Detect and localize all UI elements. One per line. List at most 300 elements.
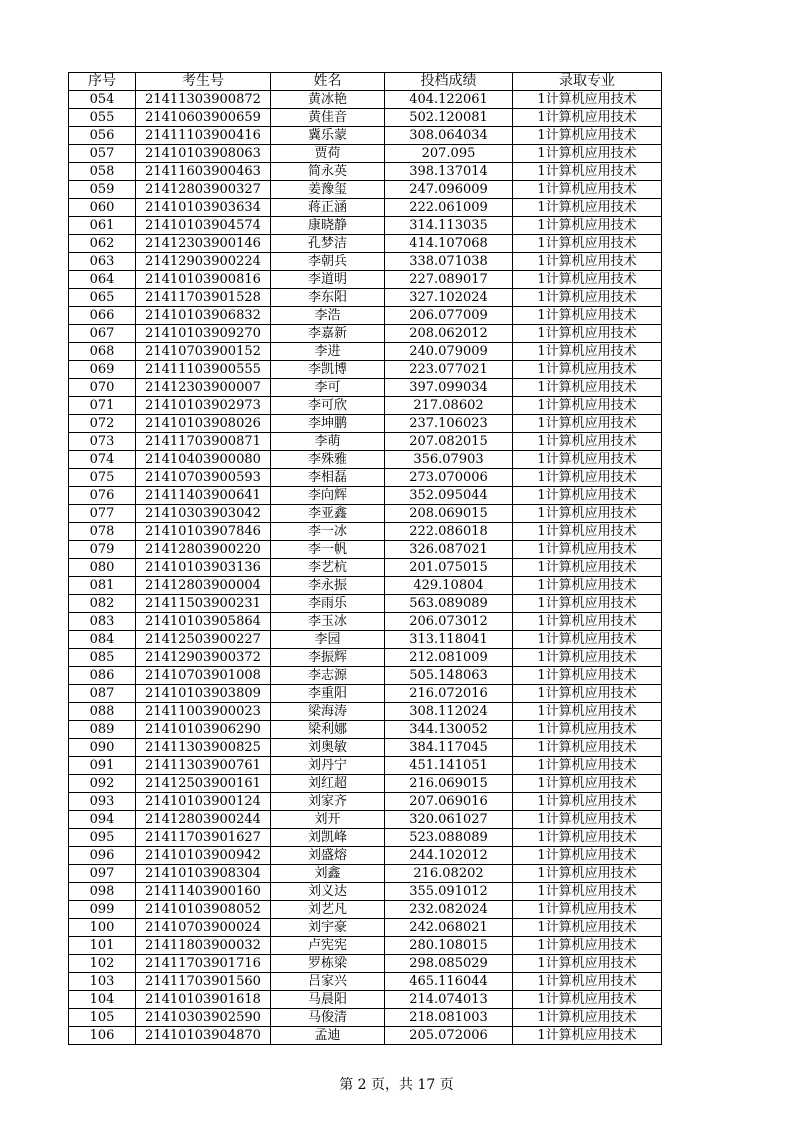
cell-score: 212.081009 [385,649,513,667]
cell-exam-id: 21410103903136 [136,559,271,577]
cell-seq: 059 [69,181,136,199]
cell-major: 1计算机应用技术 [513,937,662,955]
cell-exam-id: 21411703901716 [136,955,271,973]
table-row [69,181,662,199]
cell-major: 1计算机应用技术 [513,703,662,721]
cell-major: 1计算机应用技术 [513,451,662,469]
cell-score: 352.095044 [385,487,513,505]
cell-exam-id: 21410603900659 [136,109,271,127]
cell-exam-id: 21412803900244 [136,811,271,829]
cell-score: 207.082015 [385,433,513,451]
table-row [69,775,662,793]
cell-major: 1计算机应用技术 [513,181,662,199]
table-row [69,415,662,433]
cell-score: 240.079009 [385,343,513,361]
cell-major: 1计算机应用技术 [513,757,662,775]
cell-seq: 081 [69,577,136,595]
cell-name: 李相磊 [271,469,385,487]
cell-score: 429.10804 [385,577,513,595]
cell-seq: 103 [69,973,136,991]
cell-seq: 074 [69,451,136,469]
cell-exam-id: 21410103900816 [136,271,271,289]
cell-name: 李可 [271,379,385,397]
table-row [69,109,662,127]
cell-score: 313.118041 [385,631,513,649]
cell-seq: 091 [69,757,136,775]
cell-seq: 089 [69,721,136,739]
cell-major: 1计算机应用技术 [513,523,662,541]
cell-major: 1计算机应用技术 [513,253,662,271]
table-row [69,307,662,325]
cell-exam-id: 21411003900023 [136,703,271,721]
page-footer: 第 2 页，共 17 页 [339,1077,454,1093]
table-row [69,505,662,523]
cell-major: 1计算机应用技术 [513,325,662,343]
cell-exam-id: 21410103906290 [136,721,271,739]
cell-seq: 090 [69,739,136,757]
cell-score: 280.108015 [385,937,513,955]
cell-name: 刘义达 [271,883,385,901]
cell-seq: 084 [69,631,136,649]
cell-name: 刘凯峰 [271,829,385,847]
header-name: 姓名 [271,73,385,91]
cell-name: 刘红超 [271,775,385,793]
cell-exam-id: 21412803900220 [136,541,271,559]
cell-major: 1计算机应用技术 [513,883,662,901]
cell-score: 232.082024 [385,901,513,919]
table-row [69,991,662,1009]
table-row [69,91,662,109]
cell-major: 1计算机应用技术 [513,433,662,451]
cell-seq: 060 [69,199,136,217]
cell-score: 308.064034 [385,127,513,145]
cell-major: 1计算机应用技术 [513,685,662,703]
cell-seq: 054 [69,91,136,109]
cell-name: 李亚鑫 [271,505,385,523]
cell-name: 简永英 [271,163,385,181]
cell-seq: 105 [69,1009,136,1027]
cell-name: 黄冰艳 [271,91,385,109]
cell-name: 黄佳音 [271,109,385,127]
cell-score: 222.061009 [385,199,513,217]
table-row [69,199,662,217]
cell-seq: 079 [69,541,136,559]
cell-seq: 057 [69,145,136,163]
cell-major: 1计算机应用技术 [513,919,662,937]
cell-score: 247.096009 [385,181,513,199]
cell-exam-id: 21410103900124 [136,793,271,811]
cell-major: 1计算机应用技术 [513,361,662,379]
cell-major: 1计算机应用技术 [513,505,662,523]
table-row [69,685,662,703]
cell-score: 206.073012 [385,613,513,631]
cell-score: 222.086018 [385,523,513,541]
cell-major: 1计算机应用技术 [513,649,662,667]
cell-major: 1计算机应用技术 [513,847,662,865]
cell-name: 李萌 [271,433,385,451]
cell-seq: 102 [69,955,136,973]
cell-seq: 095 [69,829,136,847]
cell-seq: 070 [69,379,136,397]
cell-name: 马俊清 [271,1009,385,1027]
cell-score: 207.095 [385,145,513,163]
cell-seq: 104 [69,991,136,1009]
cell-name: 李一冰 [271,523,385,541]
cell-exam-id: 21410103908026 [136,415,271,433]
cell-seq: 087 [69,685,136,703]
cell-name: 刘丹宁 [271,757,385,775]
cell-major: 1计算机应用技术 [513,469,662,487]
cell-major: 1计算机应用技术 [513,343,662,361]
cell-seq: 085 [69,649,136,667]
cell-score: 216.069015 [385,775,513,793]
cell-major: 1计算机应用技术 [513,127,662,145]
table-row [69,937,662,955]
cell-name: 刘奥敏 [271,739,385,757]
cell-major: 1计算机应用技术 [513,163,662,181]
cell-score: 384.117045 [385,739,513,757]
cell-exam-id: 21410103909270 [136,325,271,343]
cell-exam-id: 21411303900872 [136,91,271,109]
table-row [69,811,662,829]
cell-major: 1计算机应用技术 [513,739,662,757]
cell-major: 1计算机应用技术 [513,91,662,109]
cell-exam-id: 21411603900463 [136,163,271,181]
cell-name: 李坤鹏 [271,415,385,433]
cell-name: 李凯博 [271,361,385,379]
table-row [69,901,662,919]
cell-major: 1计算机应用技术 [513,829,662,847]
cell-seq: 086 [69,667,136,685]
cell-major: 1计算机应用技术 [513,379,662,397]
cell-name: 李振辉 [271,649,385,667]
cell-seq: 101 [69,937,136,955]
header-seq: 序号 [69,73,136,91]
cell-seq: 078 [69,523,136,541]
cell-exam-id: 21410103908052 [136,901,271,919]
cell-exam-id: 21410103907846 [136,523,271,541]
cell-score: 201.075015 [385,559,513,577]
cell-exam-id: 21410103904574 [136,217,271,235]
cell-name: 李道明 [271,271,385,289]
cell-score: 216.072016 [385,685,513,703]
cell-seq: 061 [69,217,136,235]
cell-name: 吕家兴 [271,973,385,991]
cell-major: 1计算机应用技术 [513,955,662,973]
cell-major: 1计算机应用技术 [513,145,662,163]
cell-exam-id: 21410103903809 [136,685,271,703]
table-row [69,631,662,649]
cell-exam-id: 21412503900227 [136,631,271,649]
cell-major: 1计算机应用技术 [513,595,662,613]
cell-exam-id: 21410703900593 [136,469,271,487]
table-row [69,127,662,145]
cell-major: 1计算机应用技术 [513,397,662,415]
cell-major: 1计算机应用技术 [513,307,662,325]
cell-exam-id: 21412803900327 [136,181,271,199]
cell-seq: 094 [69,811,136,829]
cell-exam-id: 21411703901528 [136,289,271,307]
cell-exam-id: 21410103904870 [136,1027,271,1045]
header-major: 录取专业 [513,73,662,91]
cell-seq: 092 [69,775,136,793]
cell-major: 1计算机应用技术 [513,775,662,793]
cell-exam-id: 21410103908304 [136,865,271,883]
table-row [69,235,662,253]
table-row [69,577,662,595]
cell-score: 355.091012 [385,883,513,901]
cell-major: 1计算机应用技术 [513,271,662,289]
cell-score: 320.061027 [385,811,513,829]
cell-name: 李浩 [271,307,385,325]
cell-major: 1计算机应用技术 [513,901,662,919]
cell-major: 1计算机应用技术 [513,631,662,649]
cell-name: 罗栋梁 [271,955,385,973]
cell-name: 李朝兵 [271,253,385,271]
table-row [69,865,662,883]
cell-exam-id: 21411303900825 [136,739,271,757]
cell-exam-id: 21411403900160 [136,883,271,901]
cell-score: 338.071038 [385,253,513,271]
cell-name: 李志源 [271,667,385,685]
cell-score: 298.085029 [385,955,513,973]
cell-seq: 096 [69,847,136,865]
cell-exam-id: 21411703901560 [136,973,271,991]
table-row [69,955,662,973]
cell-name: 刘盛熔 [271,847,385,865]
cell-score: 502.120081 [385,109,513,127]
cell-name: 刘家齐 [271,793,385,811]
cell-score: 206.077009 [385,307,513,325]
cell-name: 马晨阳 [271,991,385,1009]
cell-major: 1计算机应用技术 [513,217,662,235]
cell-score: 216.08202 [385,865,513,883]
cell-score: 208.062012 [385,325,513,343]
cell-name: 梁海涛 [271,703,385,721]
table-row [69,613,662,631]
cell-name: 冀乐蒙 [271,127,385,145]
cell-exam-id: 21410303903042 [136,505,271,523]
cell-exam-id: 21411703900871 [136,433,271,451]
cell-score: 308.112024 [385,703,513,721]
table-row [69,1027,662,1045]
cell-name: 李一帆 [271,541,385,559]
cell-exam-id: 21412903900372 [136,649,271,667]
cell-seq: 055 [69,109,136,127]
table-row [69,433,662,451]
cell-name: 李永振 [271,577,385,595]
cell-name: 李重阳 [271,685,385,703]
cell-name: 李向辉 [271,487,385,505]
cell-name: 卢宪宪 [271,937,385,955]
cell-major: 1计算机应用技术 [513,199,662,217]
table-row [69,145,662,163]
cell-major: 1计算机应用技术 [513,487,662,505]
table-row [69,271,662,289]
cell-exam-id: 21410103905864 [136,613,271,631]
cell-score: 356.07903 [385,451,513,469]
table-row [69,361,662,379]
cell-score: 244.102012 [385,847,513,865]
cell-exam-id: 21410103900942 [136,847,271,865]
cell-name: 李玉冰 [271,613,385,631]
cell-name: 李雨乐 [271,595,385,613]
cell-name: 梁利娜 [271,721,385,739]
cell-exam-id: 21411803900032 [136,937,271,955]
table-row [69,1009,662,1027]
cell-score: 205.072006 [385,1027,513,1045]
cell-score: 326.087021 [385,541,513,559]
cell-score: 217.08602 [385,397,513,415]
cell-seq: 098 [69,883,136,901]
table-row [69,289,662,307]
cell-name: 姜豫玺 [271,181,385,199]
cell-exam-id: 21411103900416 [136,127,271,145]
table-row [69,397,662,415]
cell-score: 242.068021 [385,919,513,937]
cell-seq: 065 [69,289,136,307]
cell-score: 327.102024 [385,289,513,307]
admission-table [68,72,662,1045]
cell-score: 404.122061 [385,91,513,109]
cell-exam-id: 21410403900080 [136,451,271,469]
cell-score: 273.070006 [385,469,513,487]
cell-score: 237.106023 [385,415,513,433]
cell-name: 李进 [271,343,385,361]
cell-score: 214.074013 [385,991,513,1009]
header-exam-id: 考生号 [136,73,271,91]
cell-major: 1计算机应用技术 [513,577,662,595]
cell-seq: 077 [69,505,136,523]
cell-seq: 099 [69,901,136,919]
cell-score: 451.141051 [385,757,513,775]
cell-major: 1计算机应用技术 [513,541,662,559]
cell-major: 1计算机应用技术 [513,973,662,991]
cell-seq: 058 [69,163,136,181]
cell-exam-id: 21410103908063 [136,145,271,163]
cell-exam-id: 21411703901627 [136,829,271,847]
cell-seq: 080 [69,559,136,577]
cell-seq: 073 [69,433,136,451]
cell-major: 1计算机应用技术 [513,613,662,631]
cell-score: 505.148063 [385,667,513,685]
cell-exam-id: 21410103906832 [136,307,271,325]
table-row [69,595,662,613]
cell-score: 344.130052 [385,721,513,739]
cell-major: 1计算机应用技术 [513,991,662,1009]
table-row [69,541,662,559]
cell-major: 1计算机应用技术 [513,1009,662,1027]
cell-major: 1计算机应用技术 [513,109,662,127]
cell-name: 蒋正涵 [271,199,385,217]
cell-seq: 097 [69,865,136,883]
cell-name: 刘宇豪 [271,919,385,937]
cell-exam-id: 21410103901618 [136,991,271,1009]
cell-seq: 083 [69,613,136,631]
table-row [69,703,662,721]
cell-exam-id: 21412903900224 [136,253,271,271]
table-row [69,973,662,991]
cell-exam-id: 21411303900761 [136,757,271,775]
cell-score: 414.107068 [385,235,513,253]
cell-seq: 075 [69,469,136,487]
cell-seq: 100 [69,919,136,937]
cell-exam-id: 21410103903634 [136,199,271,217]
cell-major: 1计算机应用技术 [513,793,662,811]
cell-seq: 067 [69,325,136,343]
cell-seq: 062 [69,235,136,253]
cell-exam-id: 21412303900146 [136,235,271,253]
table-row [69,757,662,775]
cell-name: 康晓静 [271,217,385,235]
table-row [69,847,662,865]
cell-name: 贾荷 [271,145,385,163]
cell-seq: 082 [69,595,136,613]
cell-seq: 056 [69,127,136,145]
cell-exam-id: 21410703900024 [136,919,271,937]
cell-score: 398.137014 [385,163,513,181]
cell-name: 孟迪 [271,1027,385,1045]
cell-exam-id: 21412303900007 [136,379,271,397]
cell-seq: 093 [69,793,136,811]
table-row [69,649,662,667]
cell-exam-id: 21411403900641 [136,487,271,505]
cell-name: 李艺杭 [271,559,385,577]
cell-exam-id: 21410303902590 [136,1009,271,1027]
cell-seq: 068 [69,343,136,361]
cell-major: 1计算机应用技术 [513,667,662,685]
cell-major: 1计算机应用技术 [513,721,662,739]
cell-exam-id: 21412803900004 [136,577,271,595]
table-body [69,91,662,1045]
cell-seq: 069 [69,361,136,379]
cell-score: 207.069016 [385,793,513,811]
cell-score: 218.081003 [385,1009,513,1027]
cell-score: 563.089089 [385,595,513,613]
table-row [69,523,662,541]
cell-name: 孔梦洁 [271,235,385,253]
table-row [69,919,662,937]
table-row [69,343,662,361]
table-row [69,163,662,181]
cell-score: 208.069015 [385,505,513,523]
cell-exam-id: 21412503900161 [136,775,271,793]
cell-name: 刘艺凡 [271,901,385,919]
cell-seq: 071 [69,397,136,415]
table-row [69,217,662,235]
cell-name: 李嘉新 [271,325,385,343]
cell-major: 1计算机应用技术 [513,415,662,433]
table-row [69,451,662,469]
cell-major: 1计算机应用技术 [513,235,662,253]
table-row [69,487,662,505]
cell-seq: 063 [69,253,136,271]
cell-exam-id: 21411503900231 [136,595,271,613]
table-row [69,559,662,577]
table-row [69,829,662,847]
cell-score: 397.099034 [385,379,513,397]
table-row [69,883,662,901]
cell-seq: 066 [69,307,136,325]
cell-score: 223.077021 [385,361,513,379]
table-row [69,793,662,811]
cell-exam-id: 21410103902973 [136,397,271,415]
cell-major: 1计算机应用技术 [513,865,662,883]
cell-exam-id: 21410703900152 [136,343,271,361]
cell-exam-id: 21410703901008 [136,667,271,685]
cell-score: 523.088089 [385,829,513,847]
cell-seq: 106 [69,1027,136,1045]
